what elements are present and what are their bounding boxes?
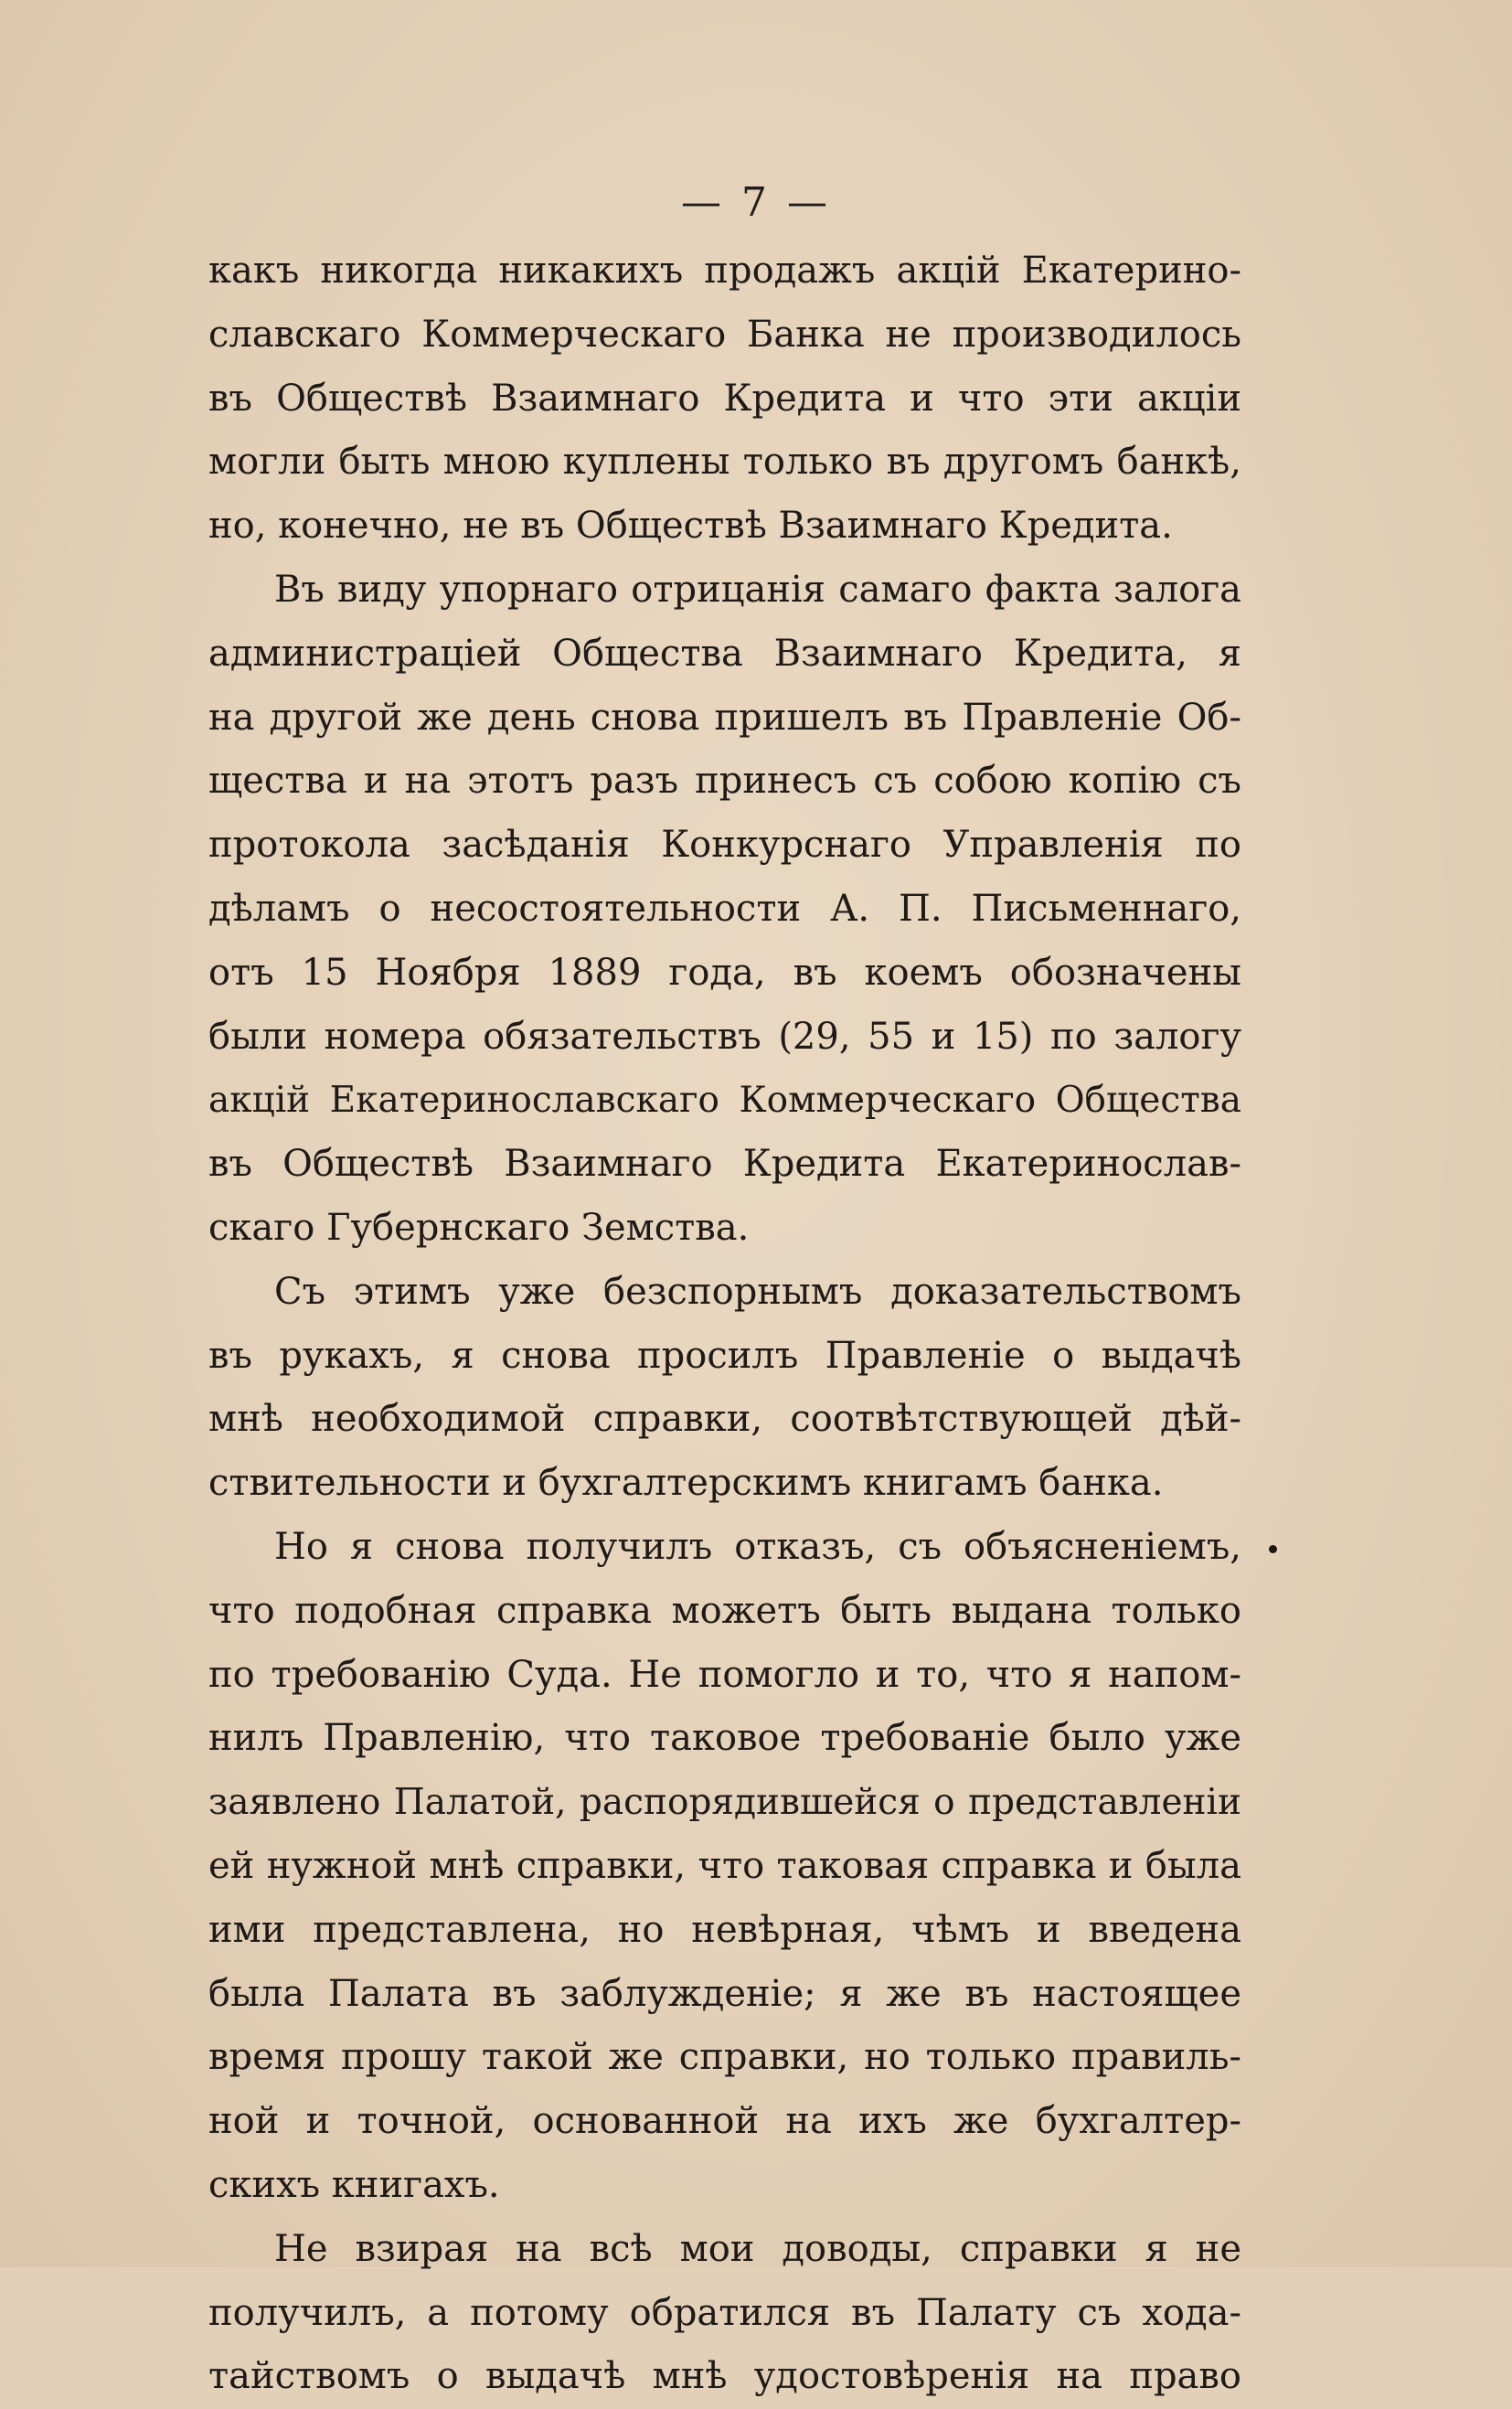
paragraph-start-line: Въ виду упорнаго отрицанія самаго факта залога [274,568,1241,611]
text-line: скихъ книгахъ. [208,2163,500,2206]
text-line: щества и на этотъ разъ принесъ съ собою копію съ [208,760,1241,803]
ink-speck [1269,1545,1277,1553]
text-line: славскаго Коммерческаго Банка не производилось [208,313,1241,356]
paragraph-start-line: Но я снова получилъ отказъ, съ объясненіемъ, [274,1525,1241,1568]
text-line: заявлено Палатой, распорядившейся о представленіи [208,1782,1241,1824]
text-line: акцій Екатеринославскаго Коммерческаго Общества [208,1080,1241,1122]
text-line: скаго Губернскаго Земства. [208,1206,750,1249]
body-text [208,240,1241,2409]
text-line: дѣламъ о несостоятельности А. П. Письменнаго, [208,887,1241,930]
text-line: въ Обществѣ Взаимнаго Кредита и что эти акціи [208,377,1241,420]
text-line: получилъ, а потому обратился въ Палату съ хода- [208,2291,1241,2334]
text-line: время прошу такой же справки, но только правиль- [208,2036,1241,2079]
text-line: ей нужной мнѣ справки, что таковая справка и была [208,1844,1241,1887]
text-line: нилъ Правленію, что таковое требованіе было уже [208,1717,1241,1760]
page-number: — 7 — [681,179,831,226]
paragraph-start-line: Съ этимъ уже безспорнымъ доказательствомъ [274,1270,1241,1313]
text-line: какъ никогда никакихъ продажъ акцій Екатерино- [208,250,1241,292]
text-line: мнѣ необходимой справки, соотвѣтствующей дѣй- [208,1398,1241,1441]
paragraph-start-line: Не взирая на всѣ мои доводы, справки я не [274,2227,1241,2270]
text-line: были номера обязательствъ (29, 55 и 15) по залогу [208,1015,1241,1058]
text-line: отъ 15 Ноября 1889 года, въ коемъ обозначены [208,951,1241,994]
text-line: но, конечно, не въ Обществѣ Взаимнаго Кредита. [208,505,1173,548]
text-line: ствительности и бухгалтерскимъ книгамъ банка. [208,1462,1164,1505]
text-line: администраціей Общества Взаимнаго Кредита, я [208,632,1241,675]
text-line: что подобная справка можетъ быть выдана только [208,1589,1241,1632]
text-line: была Палата въ заблужденіе; я же въ настоящее [208,1972,1241,2015]
text-line: въ рукахъ, я снова просилъ Правленіе о выдачѣ [208,1334,1241,1377]
text-line: на другой же день снова пришелъ въ Правленіе Об- [208,696,1241,739]
text-line: по требованію Суда. Не помогло и то, что я напом- [208,1653,1241,1696]
text-line: ной и точной, основанной на ихъ же бухгалтер- [208,2100,1241,2143]
text-line: въ Обществѣ Взаимнаго Кредита Екатеринослав- [208,1143,1241,1186]
text-line: тайствомъ о выдачѣ мнѣ удостовѣренія на право [208,2355,1241,2398]
text-line: протокола засѣданія Конкурснаго Управленія по [208,824,1241,867]
text-line: ими представлена, но невѣрная, чѣмъ и введена [208,1908,1241,1951]
text-line: могли быть мною куплены только въ другомъ банкѣ, [208,441,1241,484]
